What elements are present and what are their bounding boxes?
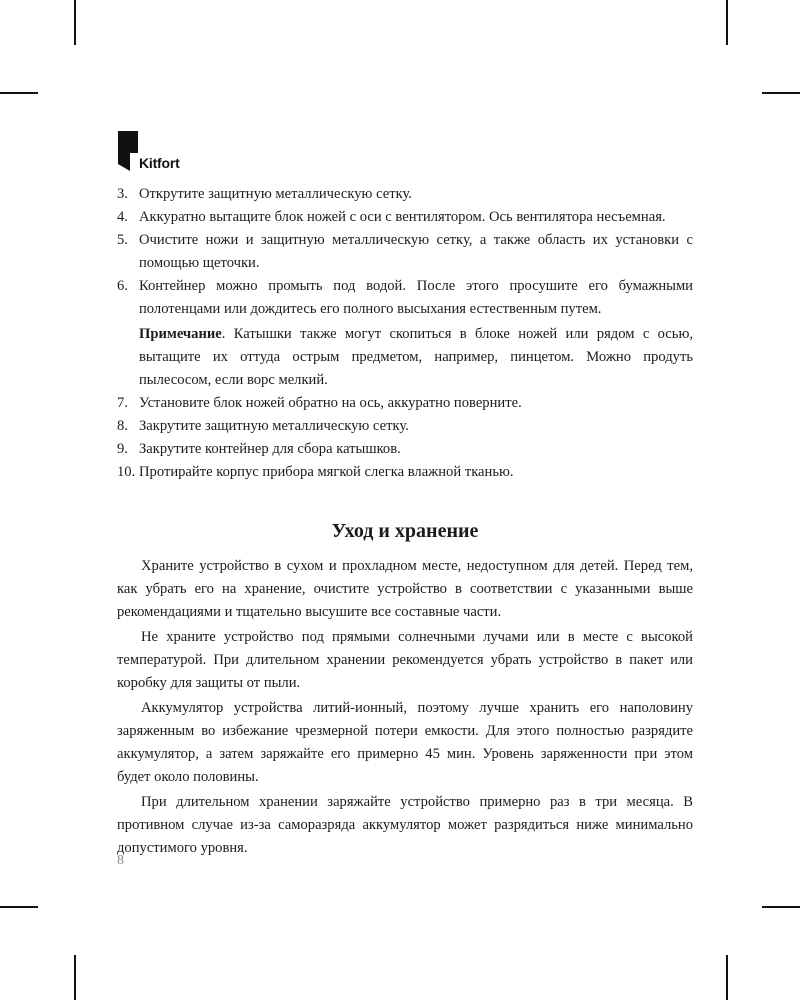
section-body (117, 555, 693, 860)
instruction-steps (117, 183, 693, 484)
page-number: 8 (117, 853, 124, 868)
list-item: 7. Установите блок ножей обратно на ось, аккуратно поверните. (117, 395, 522, 411)
section-title: Уход и хранение (331, 520, 479, 542)
crop-mark-bottom-left (74, 955, 76, 1000)
crop-mark-top-right (726, 0, 728, 45)
brand-name: Kitfort (139, 155, 180, 171)
list-item: 3. Открутите защитную металлическую сетку. (117, 186, 412, 202)
note (117, 323, 693, 392)
crop-mark-right-bottom (762, 906, 800, 908)
list-item: 8. Закрутите защитную металлическую сетку. (117, 418, 409, 434)
list-item: 9. Закрутите контейнер для сбора катышков. (117, 441, 401, 457)
list-item: 6. Контейнер можно промыть под водой. После этого просушите его бумажными полотенцами или дождитесь его полного высыхания естественным путем. (117, 278, 693, 317)
list-item: 4. Аккуратно вытащите блок ножей с оси с вентилятором. Ось вентилятора несъемная. (117, 209, 666, 225)
paragraph: Не храните устройство под прямыми солнечными лучами или в месте с высокой температурой. При длительном хранении рекомендуется убрать устройство в пакет или коробку для защиты от пыли. (117, 629, 693, 691)
note-text: . Катышки также могут скопиться в блоке ножей или рядом с осью, вытащите их оттуда острым предметом, например, пинцетом. Можно продуть пылесосом, если ворс мелкий. (139, 326, 693, 388)
brand-logo-icon (118, 131, 138, 171)
list-item: 5. Очистите ножи и защитную металлическую сетку, а также область их установки с помощью щеточки. (117, 232, 693, 271)
note-label: Примечание (139, 326, 222, 342)
list-item: 10. Протирайте корпус прибора мягкой слегка влажной тканью. (117, 464, 514, 480)
brand-logo (118, 131, 238, 173)
paragraph: Храните устройство в сухом и прохладном месте, недоступном для детей. Перед тем, как убрать его на хранение, очистите устройство в соответствии с указанными выше рекомендациями и тщательно высушите все составные части. (117, 558, 693, 620)
crop-mark-right-top (762, 92, 800, 94)
crop-mark-bottom-right (726, 955, 728, 1000)
paragraph: Аккумулятор устройства литий-ионный, поэтому лучше хранить его наполовину заряженным во избежание чрезмерной потери емкости. Для этого полностью разрядите аккумулятор, а затем заряжайте его примерно 45 мин. Уровень заряженности при этом будет около половины. (117, 700, 693, 785)
crop-mark-left-bottom (0, 906, 38, 908)
crop-mark-top-left (74, 0, 76, 45)
paragraph: При длительном хранении заряжайте устройство примерно раз в три месяца. В противном случае из-за саморазряда аккумулятор может разрядиться ниже минимально допустимого уровня. (117, 794, 693, 856)
crop-mark-left-top (0, 92, 38, 94)
